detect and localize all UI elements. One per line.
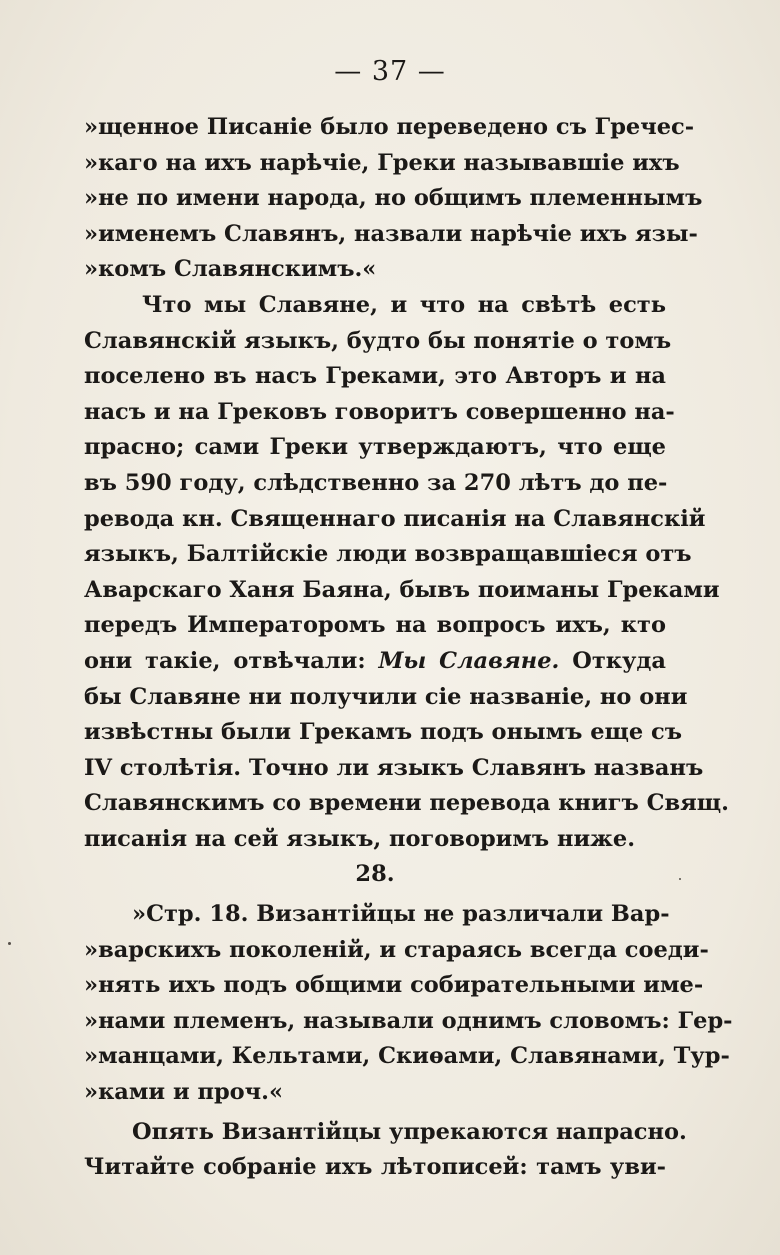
text-line: передъ Императоромъ на вопросъ ихъ, кто <box>84 612 666 639</box>
paragraph-1 <box>84 110 703 288</box>
text-line: »ками и проч.« <box>84 1079 284 1106</box>
text-line: Аварскаго Ханя Баяна, бывъ поиманы Греками <box>84 576 720 603</box>
text-line: Читайте собраніе ихъ лѣтописей: тамъ уви- <box>84 1154 666 1181</box>
italic-quote: Мы Славяне. <box>378 647 560 674</box>
text-line: »именемъ Славянъ, назвали нарѣчіе ихъ язы- <box>84 220 698 247</box>
text-line: языкъ, Балтійскіе люди возвращавшіеся отъ <box>84 541 692 568</box>
text-fragment: они такіе, отвѣчали: <box>84 647 366 674</box>
text-line: »щенное Писаніе было переведено съ Гречес- <box>84 114 695 140</box>
text-line: »манцами, Кельтами, Скиѳами, Славянами, Тур- <box>84 1043 730 1070</box>
text-line: бы Славяне ни получили сіе названіе, но они <box>84 683 688 710</box>
text-line-with-italic <box>84 644 666 680</box>
page-number: — 37 — <box>334 56 446 87</box>
text-line: писанія на сей языкъ, поговоримъ ниже. <box>84 825 636 852</box>
text-line: прасно; сами Греки утверждаютъ, что еще <box>84 434 666 461</box>
text-line: Опять Византійцы упрекаются напрасно. <box>132 1118 687 1145</box>
text-line: »комъ Славянскимъ.« <box>84 256 377 283</box>
text-line: »нять ихъ подъ общими собирательными име- <box>84 972 704 999</box>
text-line: ревода кн. Священнаго писанія на Славянскій <box>84 505 706 532</box>
text-line: »Стр. 18. Византійцы не различали Вар- <box>132 901 670 928</box>
text-fragment: Откуда <box>572 647 667 674</box>
section-number: 28. <box>355 861 395 888</box>
text-line: насъ и на Грековъ говоритъ совершенно на- <box>84 398 675 425</box>
text-line: Славянскій языкъ, будто бы понятіе о томъ <box>84 327 672 354</box>
text-line: »каго на ихъ нарѣчіе, Греки называвшіе ихъ <box>84 149 680 176</box>
paragraph-3 <box>84 897 733 1111</box>
text-line: Славянскимъ со времени перевода книгъ Свящ. <box>84 790 729 817</box>
text-line: извѣстны были Грекамъ подъ онымъ еще съ <box>84 719 682 746</box>
text-line: »не по имени народа, но общимъ племеннымъ <box>84 185 703 212</box>
text-line: »варскихъ поколеній, и стараясь всегда соеди- <box>84 936 709 963</box>
paper-speck <box>679 878 681 880</box>
paragraph-2 <box>84 288 729 858</box>
text-line: Что мы Славяне, и что на свѣтѣ есть <box>142 291 666 318</box>
text-line: IV столѣтія. Точно ли языкъ Славянъ названъ <box>84 754 704 781</box>
body-text <box>84 110 733 1186</box>
paragraph-4 <box>84 1115 687 1186</box>
paper-speck <box>8 942 11 945</box>
text-line: »нами племенъ, называли однимъ словомъ: Гер- <box>84 1007 733 1034</box>
text-line: поселено въ насъ Греками, это Авторъ и на <box>84 363 666 390</box>
text-line: въ 590 году, слѣдственно за 270 лѣтъ до пе- <box>84 469 668 496</box>
